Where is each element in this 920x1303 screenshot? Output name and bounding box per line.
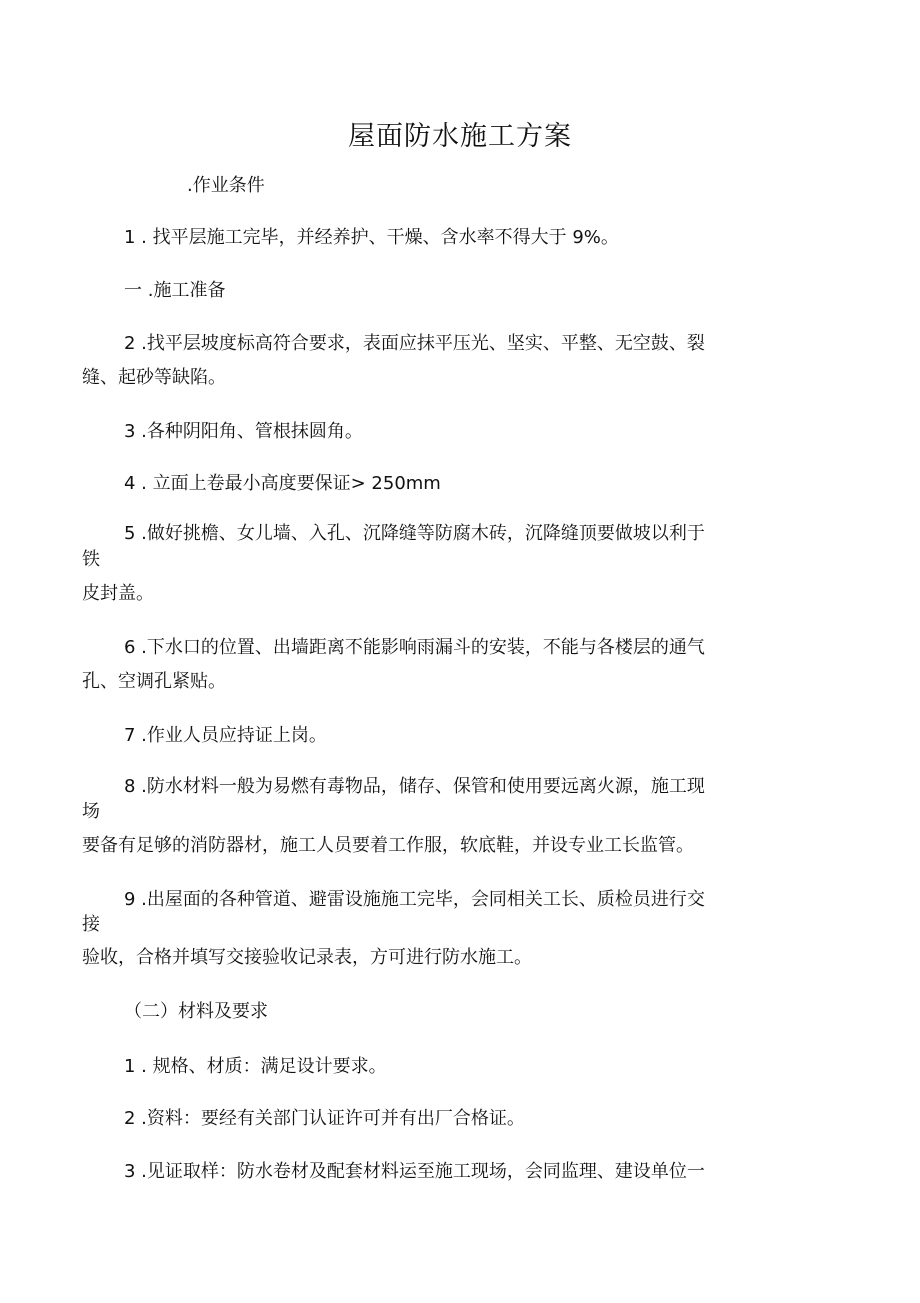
section-heading-work-conditions: .作业条件 [187,175,265,196]
paragraph-line: 要备有足够的消防器材，施工人员要着工作服，软底鞋，并设专业工长监管。 [82,835,694,856]
paragraph-line: 孔、空调孔紧贴。 [82,671,226,692]
paragraph-line: 验收，合格并填写交接验收记录表，方可进行防水施工。 [82,947,532,968]
paragraph-line: 9 .出屋面的各种管道、避雷设施施工完毕，会同相关工长、质检员进行交 [124,889,705,910]
section-heading-materials: （二）材料及要求 [124,1001,268,1022]
paragraph-line: 8 .防水材料一般为易燃有毒物品，储存、保管和使用要远离火源，施工现 [124,776,705,797]
paragraph-line: 1 . 规格、材质：满足设计要求。 [124,1056,387,1077]
paragraph-line: 2 .资料：要经有关部门认证许可并有出厂合格证。 [124,1108,525,1129]
paragraph-line: 4 . 立面上卷最小高度要保证> 250mm [124,473,441,494]
section-heading-preparation: 一 .施工准备 [124,280,226,301]
paragraph-line: 2 .找平层坡度标高符合要求，表面应抹平压光、坚实、平整、无空鼓、裂 [124,333,705,354]
document-title: 屋面防水施工方案 [348,121,572,152]
paragraph-line: 7 .作业人员应持证上岗。 [124,725,327,746]
paragraph-line: 接 [82,914,100,935]
paragraph-line: 缝、起砂等缺陷。 [82,367,226,388]
paragraph-line: 5 .做好挑檐、女儿墙、入孔、沉降缝等防腐木砖，沉降缝顶要做坡以利于 [124,523,705,544]
paragraph-line: 6 .下水口的位置、出墙距离不能影响雨漏斗的安装，不能与各楼层的通气 [124,637,705,658]
paragraph-line: 皮封盖。 [82,583,154,604]
paragraph-line: 铁 [82,549,100,570]
paragraph-line: 3 .各种阴阳角、管根抹圆角。 [124,421,363,442]
paragraph-line: 1 . 找平层施工完毕，并经养护、干燥、含水率不得大于 9%。 [124,227,619,248]
paragraph-line: 3 .见证取样：防水卷材及配套材料运至施工现场，会同监理、建设单位一 [124,1161,705,1182]
paragraph-line: 场 [82,801,100,822]
